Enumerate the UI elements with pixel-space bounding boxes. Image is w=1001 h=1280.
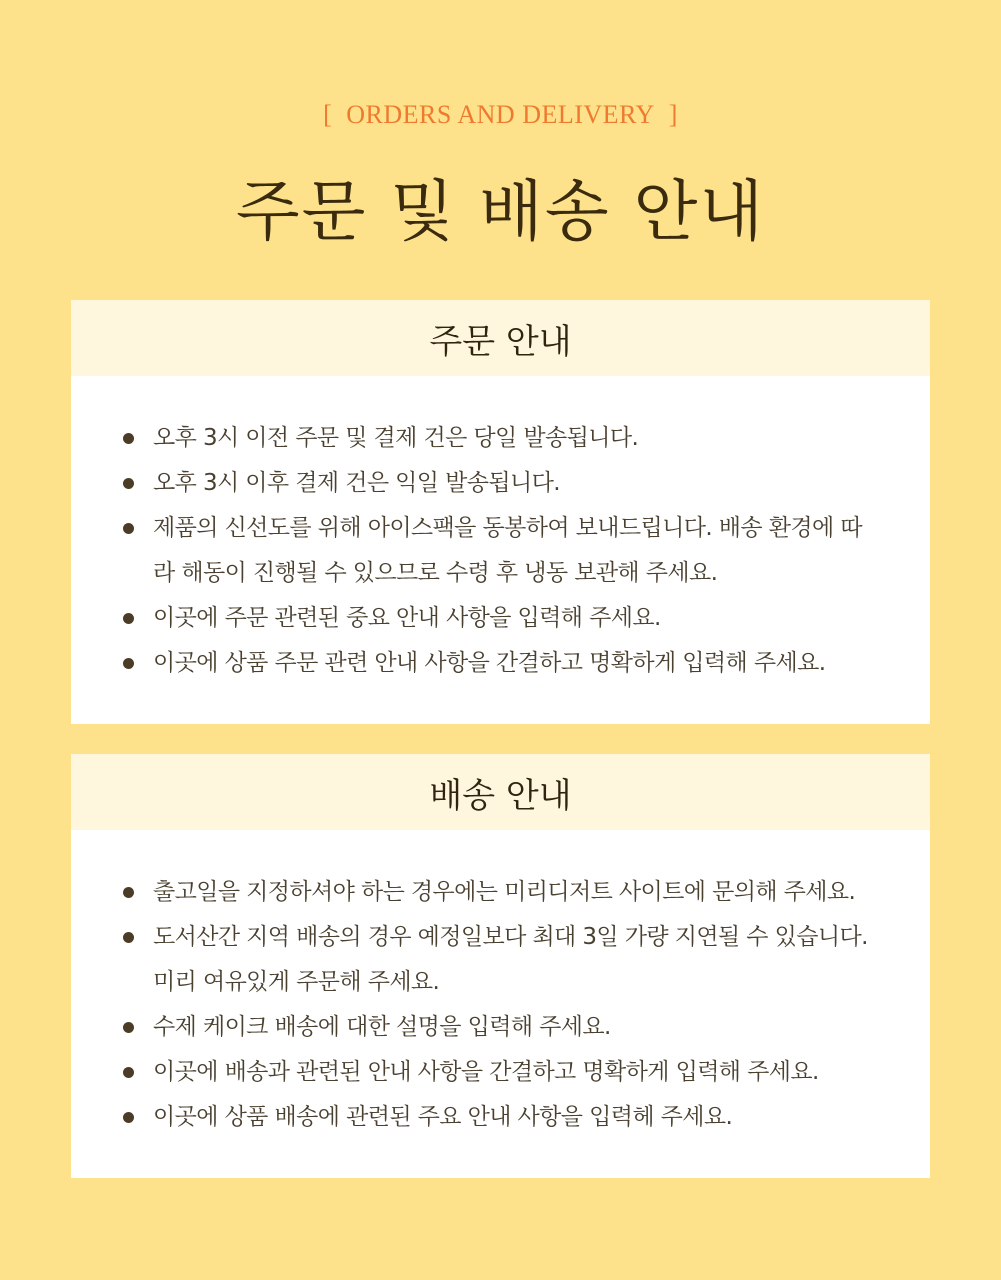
delivery-info-card [71, 754, 930, 1178]
bullet-icon [123, 523, 134, 534]
bullet-icon [123, 932, 134, 943]
card-title: 배송 안내 [71, 754, 930, 830]
list-item-text: 이곳에 상품 주문 관련 안내 사항을 간결하고 명확하게 입력해 주세요. [153, 650, 826, 676]
list-item [123, 461, 880, 506]
page-title: 주문 및 배송 안내 [235, 173, 766, 250]
list-item-text: 이곳에 상품 배송에 관련된 주요 안내 사항을 입력헤 주세요. [153, 1104, 733, 1130]
bullet-icon [123, 1112, 134, 1123]
list-item [123, 596, 880, 641]
delivery-info-list [71, 830, 930, 1140]
list-item [123, 870, 880, 915]
bracket-open: [ [323, 100, 333, 129]
list-item-text: 수제 케이크 배송에 대한 설명을 입력해 주세요. [153, 1014, 611, 1040]
bracket-close: ] [668, 100, 678, 129]
list-item-text: 오후 3시 이전 주문 및 결제 건은 당일 발송됩니다. [153, 425, 639, 451]
bullet-icon [123, 887, 134, 898]
list-item [123, 1005, 880, 1050]
list-item [123, 641, 880, 686]
list-item-text: 제품의 신선도를 위해 아이스팩을 동봉하여 보내드립니다. 배송 환경에 따라 해동이 진행될 수 있으므로 수령 후 냉동 보관해 주세요. [153, 515, 862, 586]
order-info-list [71, 376, 930, 686]
list-item [123, 915, 880, 1005]
list-item-text: 출고일을 지정하셔야 하는 경우에는 미리디저트 사이트에 문의해 주세요. [153, 879, 856, 905]
list-item-text: 이곳에 주문 관련된 중요 안내 사항을 입력해 주세요. [153, 605, 661, 631]
list-item [123, 416, 880, 461]
list-item-text: 이곳에 배송과 관련된 안내 사항을 간결하고 명확하게 입력해 주세요. [153, 1059, 819, 1085]
eyebrow-text: ORDERS AND DELIVERY [346, 100, 655, 129]
card-title: 주문 안내 [71, 300, 930, 376]
bullet-icon [123, 478, 134, 489]
list-item [123, 1050, 880, 1095]
order-info-card [71, 300, 930, 724]
list-item [123, 506, 880, 596]
list-item [123, 1095, 880, 1140]
list-item-text: 오후 3시 이후 결제 건은 익일 발송됩니다. [153, 470, 560, 496]
bullet-icon [123, 658, 134, 669]
bullet-icon [123, 433, 134, 444]
bullet-icon [123, 1067, 134, 1078]
bullet-icon [123, 613, 134, 624]
list-item-text: 도서산간 지역 배송의 경우 예정일보다 최대 3일 가량 지연될 수 있습니다. 미리 여유있게 주문해 주세요. [153, 924, 868, 995]
bullet-icon [123, 1022, 134, 1033]
section-eyebrow [0, 100, 1001, 130]
